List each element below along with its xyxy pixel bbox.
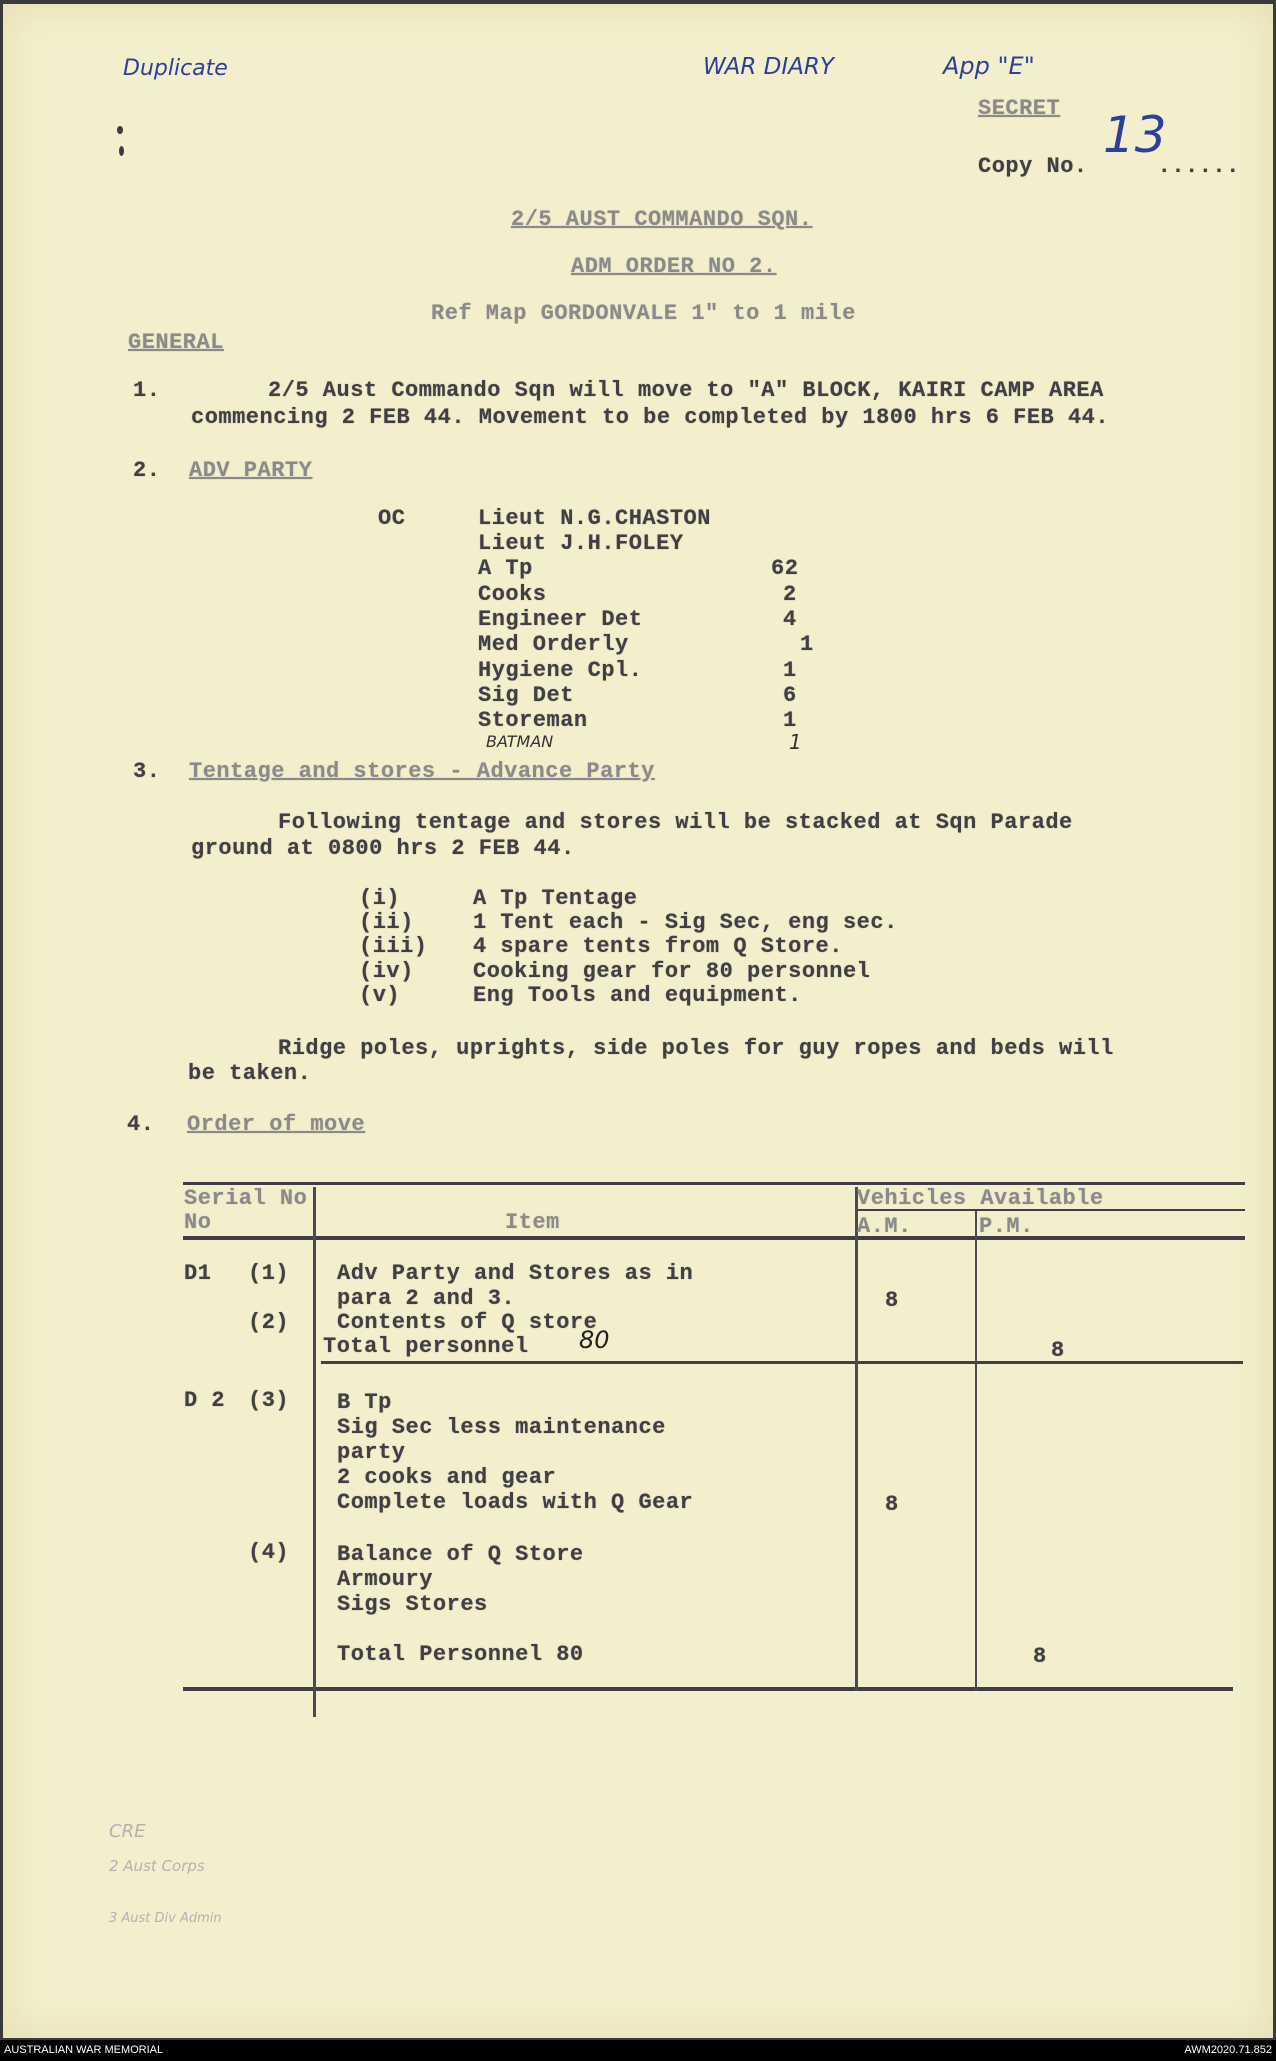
am-count: 8 [885, 1492, 899, 1517]
para3-text: Ridge poles, uprights, side poles for guy ropes and beds will [278, 1036, 1114, 1061]
distribution-entry: CRE [109, 1821, 146, 1842]
party-item: Sig Det [478, 683, 574, 708]
para3-title: Tentage and stores - Advance Party [189, 759, 655, 784]
para2-number: 2. [133, 458, 161, 483]
table-rule [855, 1187, 858, 1691]
punch-mark [117, 126, 123, 134]
officer: Lieut J.H.FOLEY [478, 531, 684, 556]
serial-cell: D 2 [184, 1388, 226, 1413]
order-heading: ADM ORDER NO 2. [571, 254, 777, 279]
unit-heading: 2/5 AUST COMMANDO SQN. [511, 207, 813, 232]
para4-number: 4. [127, 1112, 155, 1137]
sub-number: (1) [248, 1261, 290, 1286]
para3-number: 3. [133, 759, 161, 784]
list-number: (ii) [359, 910, 414, 935]
party-item: Med Orderly [478, 632, 629, 657]
party-count: 62 [771, 556, 799, 581]
header-serial: Serial No [184, 1186, 308, 1211]
item-text: Complete loads with Q Gear [337, 1490, 694, 1515]
item-text: para 2 and 3. [337, 1286, 516, 1311]
personnel-handwritten: 80 [579, 1326, 610, 1354]
map-reference: Ref Map GORDONVALE 1" to 1 mile [431, 301, 856, 326]
header-available: Vehicles Available [857, 1186, 1104, 1211]
list-item: 4 spare tents from Q Store. [473, 934, 843, 959]
copy-label: Copy No. ...... [978, 154, 1240, 179]
item-text: Armoury [337, 1567, 433, 1592]
table-rule [313, 1187, 316, 1717]
party-item: Storeman [478, 708, 588, 733]
para1-line: commencing 2 FEB 44. Movement to be completed by 1800 hrs 6 FEB 44. [191, 405, 1110, 430]
footer-accession: AWM2020.71.852 [1184, 2044, 1272, 2056]
pm-count: 8 [1051, 1338, 1065, 1363]
party-count: 2 [783, 582, 797, 607]
list-item: Cooking gear for 80 personnel [473, 959, 871, 984]
para3-text: be taken. [188, 1061, 312, 1086]
para1-line: 2/5 Aust Commando Sqn will move to "A" BLOCK, KAIRI CAMP AREA [268, 378, 1104, 403]
archive-footer [0, 2040, 1276, 2061]
para4-title: Order of move [187, 1112, 366, 1137]
para3-text: ground at 0800 hrs 2 FEB 44. [191, 836, 575, 861]
serial-cell: D1 [184, 1261, 212, 1286]
item-text: B Tp [337, 1390, 392, 1415]
item-text: 2 cooks and gear [337, 1465, 557, 1490]
header-am: A.M. [857, 1214, 912, 1239]
batman-count-annotation: 1 [789, 730, 802, 754]
party-item: Engineer Det [478, 607, 643, 632]
party-item: Hygiene Cpl. [478, 658, 643, 683]
document-page [3, 4, 1273, 2038]
header-pm: P.M. [979, 1214, 1034, 1239]
officer: Lieut N.G.CHASTON [478, 506, 711, 531]
header-item: Item [505, 1210, 560, 1235]
list-number: (v) [359, 983, 401, 1008]
list-item: A Tp Tentage [473, 886, 638, 911]
party-count: 1 [783, 708, 797, 733]
duplicate-annotation: Duplicate [123, 56, 228, 81]
table-rule [183, 1236, 1245, 1240]
appendix-annotation: App "E" [943, 52, 1035, 80]
party-count: 1 [800, 632, 814, 657]
sub-number: (4) [248, 1540, 290, 1565]
am-count: 8 [885, 1288, 899, 1313]
list-number: (iv) [359, 959, 414, 984]
footer-institution: AUSTRALIAN WAR MEMORIAL [4, 2044, 164, 2056]
para3-text: Following tentage and stores will be stacked at Sqn Parade [278, 810, 1073, 835]
table-rule [183, 1687, 1233, 1691]
party-count: 4 [783, 607, 797, 632]
war-diary-annotation: WAR DIARY [703, 54, 834, 80]
pm-count: 8 [1033, 1644, 1047, 1669]
distribution-entry: 2 Aust Corps [109, 1857, 205, 1875]
item-text: party [337, 1440, 406, 1465]
total-personnel: Total Personnel 80 [337, 1642, 584, 1667]
batman-annotation: BATMAN [486, 732, 554, 751]
table-rule [183, 1182, 1245, 1185]
security-classification: SECRET [978, 96, 1061, 121]
list-number: (i) [359, 886, 401, 911]
item-text: Sigs Stores [337, 1592, 488, 1617]
item-text: Balance of Q Store [337, 1542, 584, 1567]
para2-title: ADV PARTY [189, 458, 313, 483]
sub-number: (3) [248, 1388, 290, 1413]
item-text: Adv Party and Stores as in [337, 1261, 694, 1286]
list-item: Eng Tools and equipment. [473, 983, 802, 1008]
distribution-entry: 3 Aust Div Admin [109, 1911, 222, 1926]
para1-number: 1. [133, 378, 161, 403]
table-rule [321, 1361, 1243, 1364]
general-heading: GENERAL [128, 330, 224, 355]
party-item: A Tp [478, 556, 533, 581]
sub-number: (2) [248, 1310, 290, 1335]
copy-number-annotation: 13 [1103, 106, 1167, 164]
party-count: 6 [783, 683, 797, 708]
header-no: No [184, 1210, 212, 1235]
item-text: Sig Sec less maintenance [337, 1415, 666, 1440]
table-rule [975, 1211, 977, 1691]
list-number: (iii) [359, 934, 428, 959]
item-text: Contents of Q store [337, 1310, 598, 1335]
list-item: 1 Tent each - Sig Sec, eng sec. [473, 910, 898, 935]
party-item: Cooks [478, 582, 547, 607]
party-count: 1 [783, 658, 797, 683]
total-personnel: Total personnel [323, 1334, 529, 1359]
oc-label: OC [378, 506, 406, 531]
punch-mark [119, 146, 124, 156]
